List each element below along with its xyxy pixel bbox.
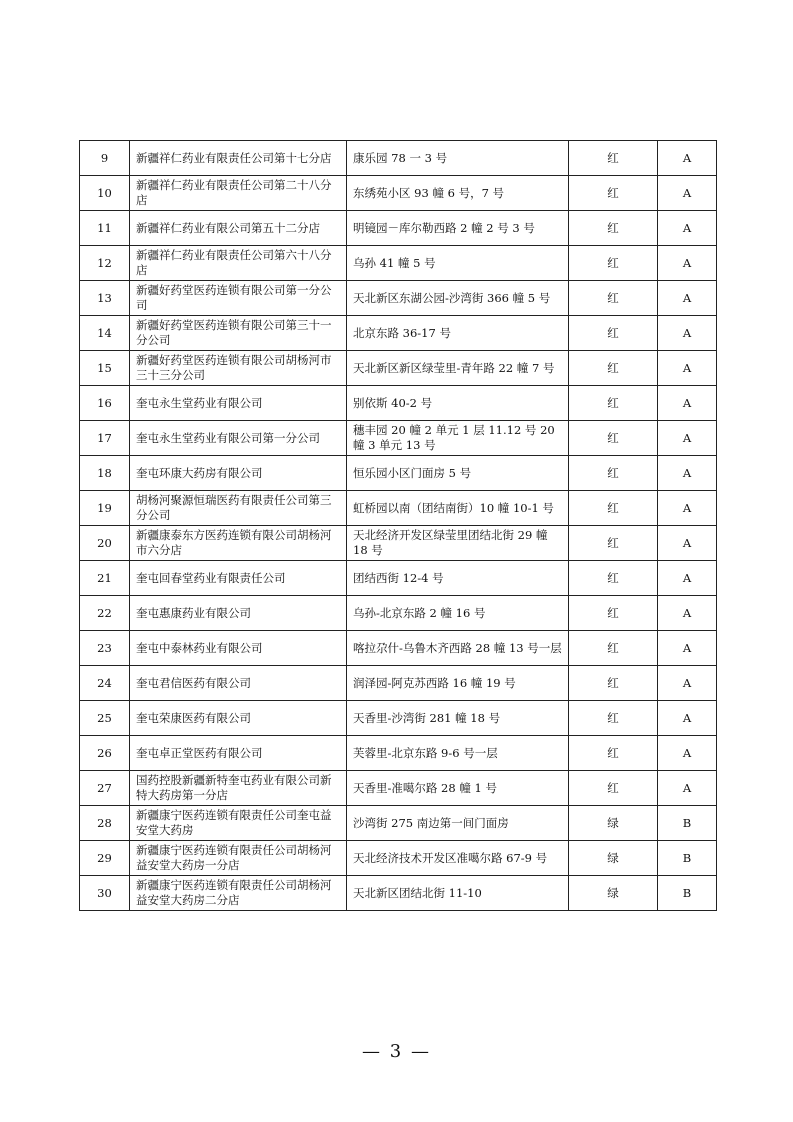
- grade-cell: A: [658, 316, 717, 351]
- pharmacy-name-cell: 奎屯惠康药业有限公司: [130, 596, 347, 631]
- table-row: [80, 736, 717, 771]
- table-row: [80, 176, 717, 211]
- row-number-cell: 13: [80, 281, 130, 316]
- pharmacy-name-cell: 奎屯君信医药有限公司: [130, 666, 347, 701]
- table-body: [80, 141, 717, 911]
- table-row: [80, 421, 717, 456]
- pharmacy-address-cell: 乌孙 41 幢 5 号: [347, 246, 569, 281]
- pharmacy-name-cell: 奎屯中泰林药业有限公司: [130, 631, 347, 666]
- grade-cell: A: [658, 736, 717, 771]
- row-number-cell: 21: [80, 561, 130, 596]
- color-code-cell: 绿: [569, 841, 658, 876]
- row-number-cell: 16: [80, 386, 130, 421]
- table-row: [80, 596, 717, 631]
- color-code-cell: 绿: [569, 806, 658, 841]
- row-number-cell: 22: [80, 596, 130, 631]
- color-code-cell: 红: [569, 176, 658, 211]
- pharmacy-name-cell: 新疆祥仁药业有限责任公司第十七分店: [130, 141, 347, 176]
- color-code-cell: 红: [569, 351, 658, 386]
- pharmacy-address-cell: 喀拉尕什-乌鲁木齐西路 28 幢 13 号一层: [347, 631, 569, 666]
- pharmacy-name-cell: 奎屯荣康医药有限公司: [130, 701, 347, 736]
- pharmacy-address-cell: 团结西街 12-4 号: [347, 561, 569, 596]
- pharmacy-name-cell: 新疆康泰东方医药连锁有限公司胡杨河市六分店: [130, 526, 347, 561]
- pharmacy-address-cell: 康乐园 78 一 3 号: [347, 141, 569, 176]
- pharmacy-address-cell: 穗丰园 20 幢 2 单元 1 层 11.12 号 20 幢 3 单元 13 号: [347, 421, 569, 456]
- row-number-cell: 30: [80, 876, 130, 911]
- row-number-cell: 26: [80, 736, 130, 771]
- table-row: [80, 526, 717, 561]
- grade-cell: A: [658, 246, 717, 281]
- grade-cell: A: [658, 421, 717, 456]
- color-code-cell: 红: [569, 561, 658, 596]
- grade-cell: A: [658, 526, 717, 561]
- row-number-cell: 27: [80, 771, 130, 806]
- pharmacy-name-cell: 新疆好药堂医药连锁有限公司第一分公司: [130, 281, 347, 316]
- row-number-cell: 29: [80, 841, 130, 876]
- color-code-cell: 红: [569, 736, 658, 771]
- pharmacy-address-cell: 别依斯 40-2 号: [347, 386, 569, 421]
- row-number-cell: 9: [80, 141, 130, 176]
- pharmacy-name-cell: 奎屯卓正堂医药有限公司: [130, 736, 347, 771]
- pharmacy-name-cell: 新疆好药堂医药连锁有限公司第三十一分公司: [130, 316, 347, 351]
- pharmacy-address-cell: 天北新区新区绿莹里-青年路 22 幢 7 号: [347, 351, 569, 386]
- table-row: [80, 316, 717, 351]
- grade-cell: A: [658, 666, 717, 701]
- table-row: [80, 631, 717, 666]
- table-row: [80, 771, 717, 806]
- grade-cell: A: [658, 141, 717, 176]
- grade-cell: A: [658, 211, 717, 246]
- pharmacy-address-cell: 恒乐园小区门面房 5 号: [347, 456, 569, 491]
- color-code-cell: 红: [569, 701, 658, 736]
- pharmacy-address-cell: 虹桥园以南（团结南街）10 幢 10-1 号: [347, 491, 569, 526]
- row-number-cell: 20: [80, 526, 130, 561]
- table-row: [80, 211, 717, 246]
- pharmacy-name-cell: 新疆祥仁药业有限责任公司第六十八分店: [130, 246, 347, 281]
- pharmacy-address-cell: 天香里-沙湾街 281 幢 18 号: [347, 701, 569, 736]
- row-number-cell: 19: [80, 491, 130, 526]
- table-row: [80, 281, 717, 316]
- pharmacy-name-cell: 国药控股新疆新特奎屯药业有限公司新特大药房第一分店: [130, 771, 347, 806]
- color-code-cell: 红: [569, 491, 658, 526]
- grade-cell: A: [658, 351, 717, 386]
- table-row: [80, 666, 717, 701]
- pharmacy-address-cell: 天北经济技术开发区准噶尔路 67-9 号: [347, 841, 569, 876]
- row-number-cell: 15: [80, 351, 130, 386]
- color-code-cell: 红: [569, 386, 658, 421]
- grade-cell: A: [658, 281, 717, 316]
- table-row: [80, 806, 717, 841]
- row-number-cell: 23: [80, 631, 130, 666]
- color-code-cell: 红: [569, 246, 658, 281]
- color-code-cell: 绿: [569, 876, 658, 911]
- pharmacy-name-cell: 新疆康宁医药连锁有限责任公司奎屯益安堂大药房: [130, 806, 347, 841]
- pharmacy-address-cell: 明镜园－库尔勒西路 2 幢 2 号 3 号: [347, 211, 569, 246]
- grade-cell: B: [658, 876, 717, 911]
- pharmacy-address-cell: 天北经济开发区绿莹里团结北街 29 幢 18 号: [347, 526, 569, 561]
- pharmacy-address-cell: 润泽园-阿克苏西路 16 幢 19 号: [347, 666, 569, 701]
- grade-cell: B: [658, 841, 717, 876]
- color-code-cell: 红: [569, 596, 658, 631]
- grade-cell: A: [658, 771, 717, 806]
- pharmacy-address-cell: 北京东路 36-17 号: [347, 316, 569, 351]
- row-number-cell: 17: [80, 421, 130, 456]
- pharmacy-name-cell: 新疆祥仁药业有限公司第五十二分店: [130, 211, 347, 246]
- grade-cell: A: [658, 561, 717, 596]
- row-number-cell: 18: [80, 456, 130, 491]
- grade-cell: A: [658, 456, 717, 491]
- page-number: — 3 —: [362, 1041, 431, 1062]
- pharmacy-address-cell: 天北新区东湖公园-沙湾街 366 幢 5 号: [347, 281, 569, 316]
- pharmacy-name-cell: 奎屯永生堂药业有限公司: [130, 386, 347, 421]
- grade-cell: A: [658, 386, 717, 421]
- table-row: [80, 141, 717, 176]
- pharmacy-name-cell: 胡杨河聚源恒瑞医药有限责任公司第三分公司: [130, 491, 347, 526]
- color-code-cell: 红: [569, 316, 658, 351]
- pharmacy-table: [79, 140, 717, 911]
- row-number-cell: 28: [80, 806, 130, 841]
- grade-cell: A: [658, 701, 717, 736]
- grade-cell: A: [658, 631, 717, 666]
- pharmacy-name-cell: 奎屯回春堂药业有限责任公司: [130, 561, 347, 596]
- pharmacy-address-cell: 乌孙-北京东路 2 幢 16 号: [347, 596, 569, 631]
- pharmacy-name-cell: 新疆祥仁药业有限责任公司第二十八分店: [130, 176, 347, 211]
- table-row: [80, 561, 717, 596]
- pharmacy-name-cell: 奎屯环康大药房有限公司: [130, 456, 347, 491]
- table-row: [80, 491, 717, 526]
- pharmacy-name-cell: 新疆康宁医药连锁有限责任公司胡杨河益安堂大药房二分店: [130, 876, 347, 911]
- color-code-cell: 红: [569, 456, 658, 491]
- color-code-cell: 红: [569, 211, 658, 246]
- table-row: [80, 701, 717, 736]
- pharmacy-name-cell: 奎屯永生堂药业有限公司第一分公司: [130, 421, 347, 456]
- color-code-cell: 红: [569, 771, 658, 806]
- table-row: [80, 246, 717, 281]
- row-number-cell: 25: [80, 701, 130, 736]
- pharmacy-address-cell: 芙蓉里-北京东路 9-6 号一层: [347, 736, 569, 771]
- table-row: [80, 841, 717, 876]
- color-code-cell: 红: [569, 141, 658, 176]
- table-row: [80, 876, 717, 911]
- pharmacy-name-cell: 新疆康宁医药连锁有限责任公司胡杨河益安堂大药房一分店: [130, 841, 347, 876]
- grade-cell: A: [658, 491, 717, 526]
- table-row: [80, 456, 717, 491]
- table-row: [80, 386, 717, 421]
- color-code-cell: 红: [569, 526, 658, 561]
- color-code-cell: 红: [569, 666, 658, 701]
- grade-cell: A: [658, 596, 717, 631]
- row-number-cell: 10: [80, 176, 130, 211]
- row-number-cell: 14: [80, 316, 130, 351]
- row-number-cell: 11: [80, 211, 130, 246]
- grade-cell: A: [658, 176, 717, 211]
- pharmacy-address-cell: 天北新区团结北街 11-10: [347, 876, 569, 911]
- row-number-cell: 24: [80, 666, 130, 701]
- pharmacy-address-cell: 东绣苑小区 93 幢 6 号，7 号: [347, 176, 569, 211]
- grade-cell: B: [658, 806, 717, 841]
- pharmacy-address-cell: 沙湾街 275 南边第一间门面房: [347, 806, 569, 841]
- color-code-cell: 红: [569, 281, 658, 316]
- row-number-cell: 12: [80, 246, 130, 281]
- pharmacy-name-cell: 新疆好药堂医药连锁有限公司胡杨河市三十三分公司: [130, 351, 347, 386]
- pharmacy-address-cell: 天香里-准噶尔路 28 幢 1 号: [347, 771, 569, 806]
- color-code-cell: 红: [569, 631, 658, 666]
- color-code-cell: 红: [569, 421, 658, 456]
- table-row: [80, 351, 717, 386]
